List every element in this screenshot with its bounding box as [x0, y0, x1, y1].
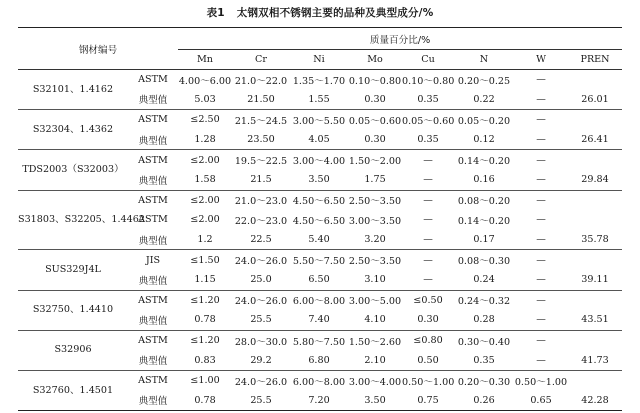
- value-cell-cu: 0.05～0.60: [402, 110, 454, 130]
- standard-cell: ASTM: [128, 190, 178, 210]
- value-cell-mn: 1.15: [194, 274, 216, 286]
- value-cell-pren: 26.41: [581, 134, 609, 146]
- value-cell-mn: 0.83: [194, 354, 216, 366]
- value-cell-pren: [568, 370, 622, 390]
- column-header-ni: Ni: [290, 50, 348, 70]
- value-cell-cu: —: [423, 234, 433, 246]
- value-cell-ni: 3.00～4.00: [290, 150, 348, 170]
- value-cell-ni: 6.50: [308, 274, 330, 286]
- table-row: [18, 150, 622, 170]
- value-cell-ni: 7.20: [290, 391, 348, 411]
- table-row: [18, 110, 622, 130]
- grade-cell: TDS2003（S32003）: [18, 150, 128, 190]
- table-title: 太钢双相不锈钢主要的品种及典型成分/%: [236, 7, 434, 19]
- grade-cell: S32101、1.4162: [32, 83, 114, 95]
- value-cell-cu: 0.50: [417, 354, 439, 366]
- value-cell-pren: 42.28: [568, 391, 622, 411]
- value-cell-pren: [568, 210, 622, 230]
- value-cell-w: —: [536, 134, 546, 146]
- value-cell-ni: 5.50～7.50: [290, 250, 348, 270]
- value-cell-n: 0.24: [473, 274, 495, 286]
- value-cell-mo: 0.30: [364, 134, 386, 146]
- value-cell-cu: —: [423, 174, 433, 186]
- value-cell-n: 0.14～0.20: [454, 150, 514, 170]
- standard-cell: 典型值: [138, 135, 168, 147]
- value-cell-w: —: [514, 190, 568, 210]
- value-cell-mn: 1.58: [194, 174, 216, 186]
- column-header-pren: PREN: [568, 50, 622, 70]
- value-cell-mo: 1.50～2.00: [348, 150, 402, 170]
- value-cell-mo: 4.10: [364, 314, 386, 326]
- value-cell-pren: [568, 330, 622, 350]
- value-cell-pren: 26.01: [581, 93, 609, 105]
- standard-cell: ASTM: [128, 290, 178, 310]
- standard-cell: 典型值: [138, 175, 168, 187]
- value-cell-mo: 3.00～3.50: [348, 215, 402, 227]
- value-cell-pren: [568, 110, 622, 130]
- value-cell-mo: 0.30: [364, 93, 386, 105]
- value-cell-n: 0.14～0.20: [457, 215, 511, 227]
- standard-cell: 典型值: [138, 315, 168, 327]
- value-cell-cu: 0.75: [402, 391, 454, 411]
- value-cell-cr: 22.5: [250, 234, 272, 246]
- value-cell-mn: ≤1.20: [178, 330, 232, 350]
- column-header-cu: Cu: [402, 50, 454, 70]
- value-cell-n: 0.24～0.32: [454, 290, 514, 310]
- value-cell-mn: 0.78: [194, 314, 216, 326]
- value-cell-cr: 21.50: [247, 93, 275, 105]
- value-cell-cu: —: [402, 150, 454, 170]
- value-cell-n: 0.28: [473, 314, 495, 326]
- value-cell-ni: 5.40: [308, 234, 330, 246]
- value-cell-ni: 6.00～8.00: [290, 290, 348, 310]
- value-cell-cr: 24.0～26.0: [232, 290, 290, 310]
- value-cell-cr: 21.0～22.0: [234, 75, 288, 87]
- standard-cell: ASTM: [128, 370, 178, 390]
- value-cell-n: 0.16: [473, 174, 495, 186]
- table-header: [18, 28, 622, 70]
- value-cell-mo: 2.10: [364, 354, 386, 366]
- value-cell-n: 0.35: [473, 354, 495, 366]
- value-cell-cu: 0.50～1.00: [402, 370, 454, 390]
- value-cell-n: 0.20～0.30: [454, 370, 514, 390]
- value-cell-w: —: [514, 330, 568, 350]
- value-cell-cr: 28.0～30.0: [232, 330, 290, 350]
- value-cell-cu: —: [402, 190, 454, 210]
- value-cell-w: —: [536, 234, 546, 246]
- composition-group-header: 质量百分比/%: [178, 28, 622, 50]
- value-cell-mo: 1.50～2.60: [348, 330, 402, 350]
- value-cell-mo: 0.10～0.80: [348, 75, 402, 87]
- value-cell-pren: [568, 250, 622, 270]
- value-cell-mo: 3.00～5.00: [348, 290, 402, 310]
- value-cell-pren: 43.51: [581, 314, 609, 326]
- table-number: 表1: [206, 7, 225, 19]
- standard-cell: ASTM: [138, 214, 168, 226]
- standard-cell: 典型值: [138, 95, 168, 107]
- value-cell-cr: 25.0: [250, 274, 272, 286]
- value-cell-cu: —: [402, 250, 454, 270]
- value-cell-mn: ≤2.00: [178, 150, 232, 170]
- value-cell-cr: 21.0～23.0: [232, 190, 290, 210]
- table-row: [18, 190, 622, 210]
- value-cell-cu: —: [423, 274, 433, 286]
- standard-cell: ASTM: [128, 150, 178, 170]
- value-cell-cr: 24.0～26.0: [232, 250, 290, 270]
- value-cell-mn: 1.2: [197, 234, 213, 246]
- value-cell-w: —: [514, 110, 568, 130]
- value-cell-cr: 23.50: [247, 134, 275, 146]
- value-cell-ni: 3.00～5.50: [290, 110, 348, 130]
- value-cell-n: 0.26: [454, 391, 514, 411]
- value-cell-pren: [568, 190, 622, 210]
- value-cell-w: —: [536, 74, 546, 86]
- grade-cell: S32906: [18, 330, 128, 370]
- value-cell-mo: 2.50～3.50: [348, 250, 402, 270]
- value-cell-ni: 1.55: [308, 93, 330, 105]
- standard-cell: ASTM: [138, 74, 168, 86]
- column-header-cr: Cr: [232, 50, 290, 70]
- value-cell-w: —: [514, 290, 568, 310]
- table-body: [18, 70, 622, 411]
- value-cell-w: 0.65: [514, 391, 568, 411]
- value-cell-mo: 2.50～3.50: [348, 190, 402, 210]
- value-cell-w: —: [536, 93, 546, 105]
- value-cell-n: 0.22: [473, 93, 495, 105]
- value-cell-ni: 4.50～6.50: [292, 215, 346, 227]
- table-row: [18, 70, 622, 90]
- value-cell-w: —: [536, 274, 546, 286]
- grade-column-header: 钢材编号: [18, 28, 178, 70]
- grade-cell: SUS329J4L: [18, 250, 128, 290]
- table-row: [18, 290, 622, 310]
- value-cell-n: 0.20～0.25: [457, 75, 511, 87]
- table-row: [18, 330, 622, 350]
- grade-cell: S32750、1.4410: [18, 290, 128, 330]
- value-cell-cr: 21.5: [250, 174, 272, 186]
- column-header-n: N: [454, 50, 514, 70]
- value-cell-mo: 3.50: [348, 391, 402, 411]
- value-cell-w: —: [514, 250, 568, 270]
- value-cell-mo: 3.20: [364, 234, 386, 246]
- value-cell-cu: 0.35: [417, 93, 439, 105]
- value-cell-ni: 5.80～7.50: [290, 330, 348, 350]
- value-cell-cu: 0.10～0.80: [402, 75, 455, 87]
- value-cell-ni: 1.35～1.70: [292, 75, 346, 87]
- table-caption: [0, 5, 640, 20]
- value-cell-pren: 41.73: [581, 354, 609, 366]
- value-cell-mn: 4.00～6.00: [178, 75, 232, 87]
- standard-cell: ASTM: [128, 330, 178, 350]
- value-cell-mn: ≤1.00: [178, 370, 232, 390]
- value-cell-ni: 4.50～6.50: [290, 190, 348, 210]
- value-cell-cr: 25.5: [232, 391, 290, 411]
- value-cell-mn: 1.28: [194, 134, 216, 146]
- value-cell-cu: —: [423, 214, 433, 226]
- value-cell-cr: 19.5～22.5: [232, 150, 290, 170]
- value-cell-ni: 3.50: [308, 174, 330, 186]
- grade-cell: S32760、1.4501: [18, 370, 128, 410]
- value-cell-pren: [568, 290, 622, 310]
- value-cell-mo: 3.10: [364, 274, 386, 286]
- value-cell-pren: 39.11: [581, 274, 609, 286]
- table-row: [18, 370, 622, 390]
- value-cell-mo: 0.05～0.60: [348, 110, 402, 130]
- value-cell-ni: 6.80: [308, 354, 330, 366]
- value-cell-cu: ≤0.80: [402, 330, 454, 350]
- grade-cell: S31803、S32205、1.4462: [18, 190, 128, 250]
- standard-cell: ASTM: [128, 110, 178, 130]
- value-cell-cr: 25.5: [250, 314, 272, 326]
- standard-cell: 典型值: [138, 235, 168, 247]
- value-cell-ni: 4.05: [308, 134, 330, 146]
- value-cell-w: —: [536, 174, 546, 186]
- value-cell-w: —: [514, 150, 568, 170]
- value-cell-n: 0.30～0.40: [454, 330, 514, 350]
- value-cell-pren: [568, 150, 622, 170]
- value-cell-cr: 24.0～26.0: [232, 370, 290, 390]
- value-cell-cr: 21.5～24.5: [232, 110, 290, 130]
- column-header-w: W: [514, 50, 568, 70]
- value-cell-n: 0.17: [473, 234, 495, 246]
- standard-cell: 典型值: [138, 356, 168, 368]
- value-cell-mn: ≤2.50: [178, 110, 232, 130]
- standard-cell: JIS: [128, 250, 178, 270]
- composition-table: [18, 27, 622, 411]
- standard-cell: 典型值: [138, 275, 168, 287]
- value-cell-mn: ≤2.00: [178, 190, 232, 210]
- value-cell-ni: 6.00～8.00: [290, 370, 348, 390]
- value-cell-w: —: [536, 354, 546, 366]
- value-cell-cr: 22.0～23.0: [234, 215, 288, 227]
- standard-cell: 典型值: [128, 391, 178, 411]
- value-cell-pren: 29.84: [581, 174, 609, 186]
- column-header-mo: Mo: [348, 50, 402, 70]
- value-cell-w: —: [536, 314, 546, 326]
- value-cell-n: 0.08～0.30: [454, 250, 514, 270]
- column-header-mn: Mn: [178, 50, 232, 70]
- value-cell-ni: 7.40: [308, 314, 330, 326]
- value-cell-mn: ≤1.20: [178, 290, 232, 310]
- grade-cell: S32304、1.4362: [18, 110, 128, 150]
- value-cell-cu: 0.35: [417, 134, 439, 146]
- value-cell-mo: 3.00～4.00: [348, 370, 402, 390]
- value-cell-n: 0.08～0.20: [454, 190, 514, 210]
- value-cell-pren: 35.78: [581, 234, 609, 246]
- value-cell-w: —: [536, 214, 546, 226]
- value-cell-mn: ≤2.00: [190, 214, 220, 226]
- value-cell-cu: 0.30: [417, 314, 439, 326]
- value-cell-n: 0.05～0.20: [454, 110, 514, 130]
- value-cell-mn: 0.78: [178, 391, 232, 411]
- value-cell-mn: ≤1.50: [178, 250, 232, 270]
- table-row: [18, 250, 622, 270]
- value-cell-w: 0.50～1.00: [514, 370, 568, 390]
- value-cell-pren: [568, 70, 622, 90]
- value-cell-mn: 5.03: [194, 93, 216, 105]
- value-cell-mo: 1.75: [364, 174, 386, 186]
- value-cell-cr: 29.2: [250, 354, 272, 366]
- value-cell-cu: ≤0.50: [402, 290, 454, 310]
- value-cell-n: 0.12: [473, 134, 495, 146]
